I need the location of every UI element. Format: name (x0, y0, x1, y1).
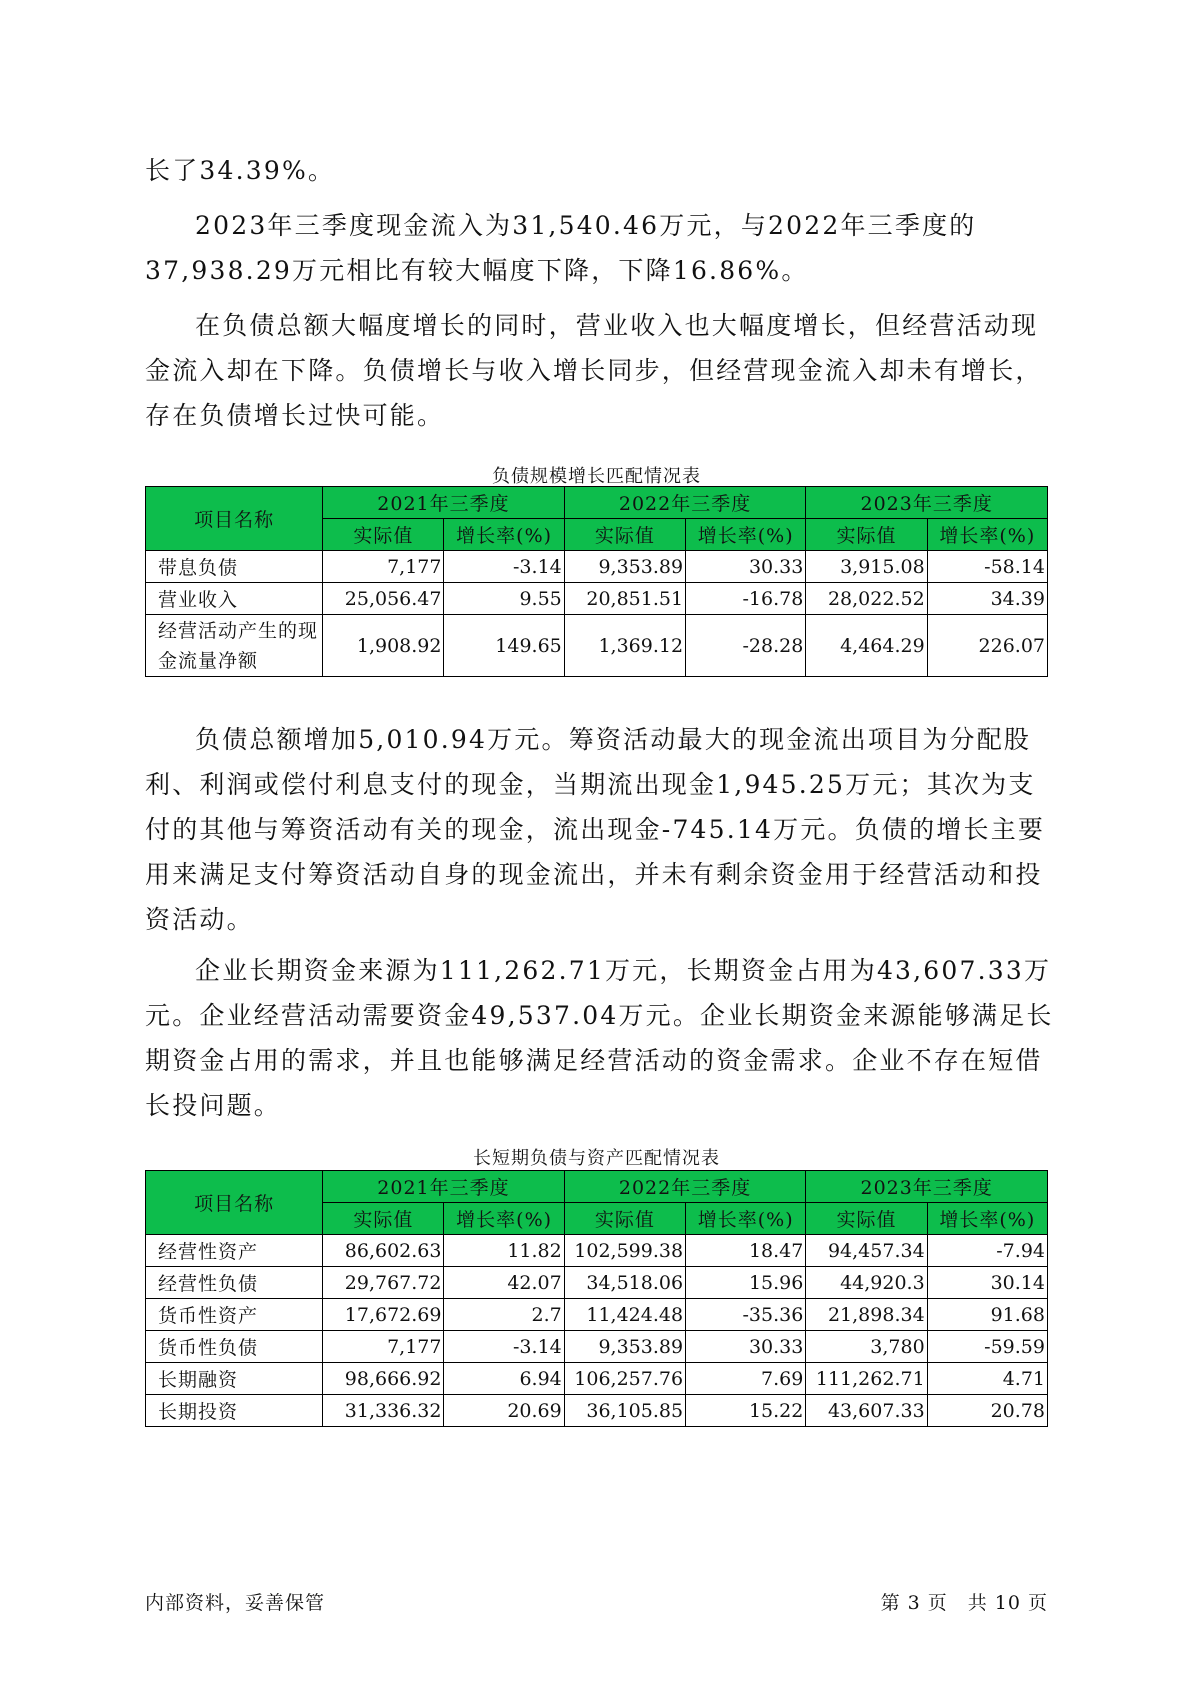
cell-value: 9,353.89 (564, 1331, 685, 1363)
actual-value-header: 实际值 (806, 1203, 927, 1235)
cell-value: 98,666.92 (323, 1363, 444, 1395)
cell-value: 1,369.12 (564, 615, 685, 677)
cell-value: 34.39 (927, 583, 1047, 615)
table-row (146, 1395, 1048, 1427)
cell-value: 111,262.71 (806, 1363, 927, 1395)
growth-rate-header: 增长率(%) (686, 1203, 806, 1235)
item-name-header: 项目名称 (146, 1171, 323, 1235)
cell-value: 34,518.06 (564, 1267, 685, 1299)
paragraph-continuation: 长了34.39%。 (145, 156, 336, 185)
cell-value: 25,056.47 (323, 583, 444, 615)
row-name: 长期投资 (146, 1395, 323, 1427)
row-name: 长期融资 (146, 1363, 323, 1395)
period-header: 2021年三季度 (323, 1171, 565, 1203)
cell-value: 28,022.52 (806, 583, 927, 615)
cell-value: 1,908.92 (323, 615, 444, 677)
cell-value: -16.78 (686, 583, 806, 615)
growth-rate-header: 增长率(%) (686, 519, 806, 551)
table-row (146, 1235, 1048, 1267)
row-name: 经营活动产生的现金流量净额 (146, 615, 323, 677)
cell-value: -28.28 (686, 615, 806, 677)
table-row (146, 1363, 1048, 1395)
cell-value: 2.7 (444, 1299, 564, 1331)
cell-value: 42.07 (444, 1267, 564, 1299)
cell-value: 3,780 (806, 1331, 927, 1363)
table1-caption: 负债规模增长匹配情况表 (492, 466, 701, 487)
actual-value-header: 实际值 (564, 519, 685, 551)
cell-value: -3.14 (444, 1331, 564, 1363)
row-name: 经营性负债 (146, 1267, 323, 1299)
cell-value: 31,336.32 (323, 1395, 444, 1427)
cell-value: 20,851.51 (564, 583, 685, 615)
cell-value: 149.65 (444, 615, 564, 677)
cell-value: 6.94 (444, 1363, 564, 1395)
row-name: 经营性资产 (146, 1235, 323, 1267)
cell-value: 18.47 (686, 1235, 806, 1267)
cell-value: 30.33 (686, 551, 806, 583)
cell-value: 86,602.63 (323, 1235, 444, 1267)
debt-scale-table (145, 486, 1048, 677)
cell-value: 3,915.08 (806, 551, 927, 583)
actual-value-header: 实际值 (564, 1203, 685, 1235)
growth-rate-header: 增长率(%) (927, 519, 1047, 551)
actual-value-header: 实际值 (323, 519, 444, 551)
cell-value: -59.59 (927, 1331, 1047, 1363)
period-header: 2023年三季度 (806, 1171, 1048, 1203)
cell-value: 30.14 (927, 1267, 1047, 1299)
cell-value: -58.14 (927, 551, 1047, 583)
growth-rate-header: 增长率(%) (444, 519, 564, 551)
period-header: 2021年三季度 (323, 487, 565, 519)
cell-value: -3.14 (444, 551, 564, 583)
period-header: 2022年三季度 (564, 1171, 806, 1203)
footer-confidential-note: 内部资料，妥善保管 (145, 1592, 326, 1614)
row-name: 带息负债 (146, 551, 323, 583)
cell-value: 21,898.34 (806, 1299, 927, 1331)
item-name-header: 项目名称 (146, 487, 323, 551)
cell-value: 9.55 (444, 583, 564, 615)
cell-value: 29,767.72 (323, 1267, 444, 1299)
cell-value: 91.68 (927, 1299, 1047, 1331)
cell-value: 15.22 (686, 1395, 806, 1427)
paragraph-long-term-funds: 企业长期资金来源为111,262.71万元，长期资金占用为43,607.33万元。企业经营活动需要资金49,537.04万元。企业长期资金来源能够满足长期资金占用的需求，并且也能够满足经营活动的资金需求。企业不存在短借长投问题。 (145, 956, 1054, 1120)
cell-value: 20.78 (927, 1395, 1047, 1427)
cell-value: 226.07 (927, 615, 1047, 677)
row-name: 货币性负债 (146, 1331, 323, 1363)
row-name: 营业收入 (146, 583, 323, 615)
cell-value: 15.96 (686, 1267, 806, 1299)
cell-value: 102,599.38 (564, 1235, 685, 1267)
cell-value: 7,177 (323, 1331, 444, 1363)
cell-value: 30.33 (686, 1331, 806, 1363)
growth-rate-header: 增长率(%) (444, 1203, 564, 1235)
cell-value: 11,424.48 (564, 1299, 685, 1331)
asset-liability-match-table (145, 1170, 1048, 1427)
cell-value: 7.69 (686, 1363, 806, 1395)
cell-value: 44,920.3 (806, 1267, 927, 1299)
paragraph-cash-inflow: 2023年三季度现金流入为31,540.46万元，与2022年三季度的37,938.29万元相比有较大幅度下降，下降16.86%。 (145, 211, 977, 285)
cell-value: 20.69 (444, 1395, 564, 1427)
cell-value: 94,457.34 (806, 1235, 927, 1267)
footer-page-number: 第 3 页 共 10 页 (880, 1592, 1048, 1614)
cell-value: 106,257.76 (564, 1363, 685, 1395)
table2-caption: 长短期负债与资产匹配情况表 (473, 1148, 720, 1169)
cell-value: 4.71 (927, 1363, 1047, 1395)
cell-value: 36,105.85 (564, 1395, 685, 1427)
table-row (146, 1267, 1048, 1299)
table-row (146, 583, 1048, 615)
table-header-row (146, 1171, 1048, 1203)
cell-value: -35.36 (686, 1299, 806, 1331)
cell-value: 9,353.89 (564, 551, 685, 583)
cell-value: -7.94 (927, 1235, 1047, 1267)
table-row (146, 615, 1048, 677)
table-row (146, 1299, 1048, 1331)
row-name: 货币性资产 (146, 1299, 323, 1331)
growth-rate-header: 增长率(%) (927, 1203, 1047, 1235)
cell-value: 17,672.69 (323, 1299, 444, 1331)
paragraph-debt-growth: 在负债总额大幅度增长的同时，营业收入也大幅度增长，但经营活动现金流入却在下降。负债增长与收入增长同步，但经营现金流入却未有增长，存在负债增长过快可能。 (145, 311, 1043, 430)
table-row (146, 1331, 1048, 1363)
cell-value: 4,464.29 (806, 615, 927, 677)
cell-value: 7,177 (323, 551, 444, 583)
actual-value-header: 实际值 (806, 519, 927, 551)
paragraph-financing: 负债总额增加5,010.94万元。筹资活动最大的现金流出项目为分配股利、利润或偿付利息支付的现金，当期流出现金1,945.25万元；其次为支付的其他与筹资活动有关的现金，流出现金-745.14万元。负债的增长主要用来满足支付筹资活动自身的现金流出，并未有剩余资金用于经营活动和投资活动。 (145, 725, 1046, 934)
table-header-row (146, 487, 1048, 519)
period-header: 2023年三季度 (806, 487, 1048, 519)
cell-value: 11.82 (444, 1235, 564, 1267)
actual-value-header: 实际值 (323, 1203, 444, 1235)
period-header: 2022年三季度 (564, 487, 806, 519)
cell-value: 43,607.33 (806, 1395, 927, 1427)
table-row (146, 551, 1048, 583)
